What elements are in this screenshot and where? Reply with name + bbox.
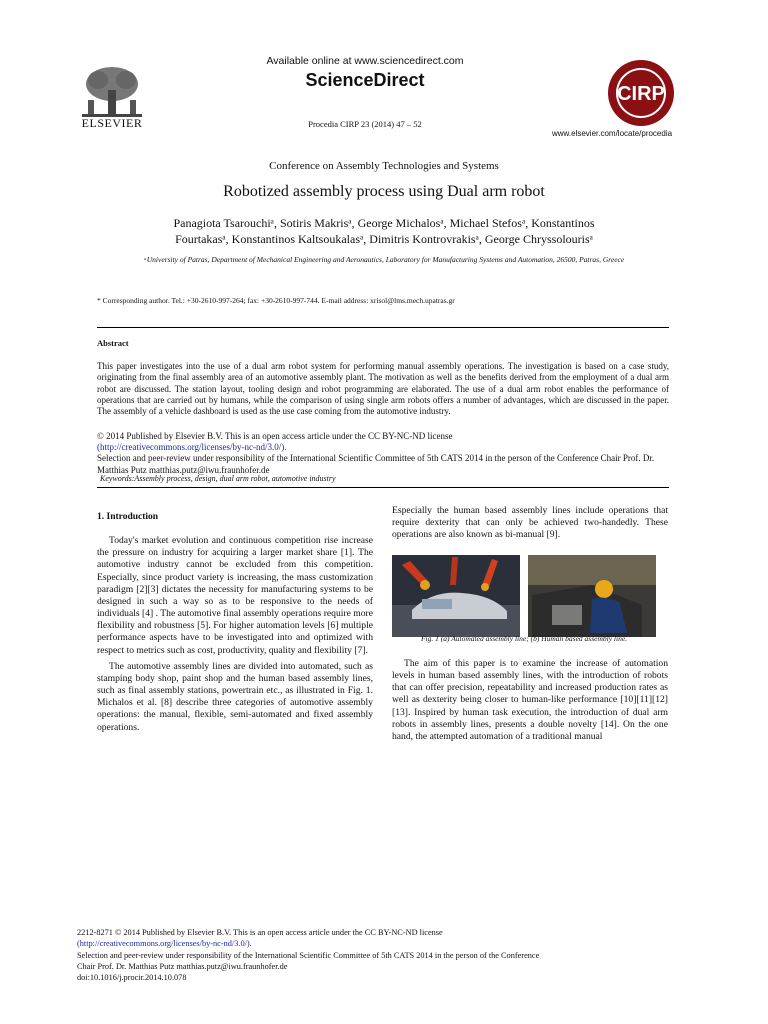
intro-paragraph-1: Today's market evolution and continuous competition rise increase the pressure on industry for acquiring a larger market share [1]. The automotive industry cannot be excluded from this competition. Especially, since product variety is increasing, the mass customization paradigm [2][3] dictates the necessity for manufacturing systems to be designed in such a way so as to be responsive to the needs of individuals [4] . The automotive final assembly operations require more flexibility and robustness [5]. For higher automation levels [6] multiple performance aspects have to be investigated into and optimized with respect to metrics such as cost, productivity, quality and flexibility [7]. — [97, 535, 373, 656]
footer-doi[interactable]: doi:10.1016/j.procir.2014.10.078 — [77, 973, 187, 983]
figure-1a-image — [392, 555, 520, 637]
abstract-text: This paper investigates into the use of a dual arm robot system for performing manual assembly operations. The investigation is based on a case study, originating from the final assembly area of an automotive assembly plant. The motivation as well as the benefits derived from the employment of a dual arm robot are discussed. The station layout, tooling design and robot programming are elaborated. The use of a dual arm robot enables the performance of operations that are carried out by humans, while the comparison of using single arm robots offers a number of advantages, which are discussed in the paper. The assembly of a vehicle dashboard is used as the use case coming from the automotive industry. — [97, 361, 669, 417]
abstract-license-block — [97, 431, 669, 476]
right-paragraph-1: Especially the human based assembly lines include operations that require dexterity that can only be achieved two-handedly. These operations are also known as bi-manual [9]. — [392, 505, 668, 541]
keywords: Keywords:Assembly process, design, dual arm robot, automotive industry — [100, 474, 336, 483]
left-column — [97, 511, 373, 734]
cirp-logo-text: CIRP — [617, 83, 665, 105]
right-paragraph-2: The aim of this paper is to examine the increase of automation levels in human based assembly lines, with the introduction of robots that can offer precision, repeatability and increased production rates as well as dexterity being closer to human-like performance [10][11][12][13]. Inspired by human task execution, the introduction of dual arm robots in assembly lines, presents a double novelty [14]. On the one hand, the attempted automation of a traditional manual — [392, 658, 668, 742]
figure-1b-image — [528, 555, 656, 637]
available-online-text: Available online at www.sciencedirect.com — [266, 55, 464, 67]
figure-1-images — [392, 555, 656, 637]
abstract-bottom-rule — [97, 487, 669, 488]
journal-reference: Procedia CIRP 23 (2014) 47 – 52 — [308, 119, 422, 129]
journal-url[interactable]: www.elsevier.com/locate/procedia — [552, 129, 673, 138]
peer-review-note: Selection and peer-review under responsibility of the International Scientific Committee of 5th CATS 2014 in the person of the Conference Chair Prof. Dr. Matthias Putz matthias.putz@iwu.fraunhofer.de — [97, 453, 655, 475]
sciencedirect-brand: ScienceDirect — [305, 70, 425, 90]
figure-1-caption: Fig. 1 (a) Automated assembly line; (b) Human based assembly line. — [420, 634, 628, 643]
footer-issn-line: 2212-8271 © 2014 Published by Elsevier B.V. This is an open access article under the CC BY-NC-ND license — [77, 928, 443, 937]
author-list — [120, 215, 648, 247]
license-link[interactable]: (http://creativecommons.org/licenses/by-nc-nd/3.0/). — [97, 442, 287, 453]
affiliation: ᵃUniversity of Patras, Department of Mechanical Engineering and Aeronautics, Laboratory for Manufacturing Systems and Automation, 26500, Patras, Greece — [143, 255, 625, 264]
paper-title: Robotized assembly process using Dual arm robot — [223, 183, 545, 200]
introduction-heading: 1. Introduction — [97, 512, 159, 522]
authors-line-2: Fourtakasᵃ, Konstantinos Kaltsoukalasᵃ, Dimitris Kontrovrakisᵃ, George Chryssolourisᵃ — [175, 232, 593, 246]
cirp-logo — [605, 58, 677, 128]
conference-name: Conference on Assembly Technologies and Systems — [269, 160, 499, 172]
abstract-heading: Abstract — [97, 338, 129, 348]
abstract-top-rule — [97, 327, 669, 328]
publisher-name: ELSEVIER — [81, 116, 143, 130]
footer-license-link[interactable]: (http://creativecommons.org/licenses/by-nc-nd/3.0/). — [77, 939, 252, 949]
page-footer — [77, 927, 697, 983]
corresponding-author: * Corresponding author. Tel.: +30-2610-997-264; fax: +30-2610-997-744. E-mail address: xrisol@lms.mech.upatras.gr — [97, 296, 455, 305]
authors-line-1: Panagiota Tsarouchiᵃ, Sotiris Makrisᵃ, George Michalosᵃ, Michael Stefosᵃ, Konstantinos — [173, 216, 595, 230]
right-column-top — [392, 505, 668, 541]
right-column-bottom — [392, 658, 668, 743]
footer-peer-review-2: Chair Prof. Dr. Matthias Putz matthias.putz@iwu.fraunhofer.de — [77, 961, 288, 971]
copyright-line: © 2014 Published by Elsevier B.V. This is an open access article under the CC BY-NC-ND license — [97, 431, 453, 441]
intro-paragraph-2: The automotive assembly lines are divided into automated, such as stamping body shop, paint shop and the human based assembly lines, such as final assembly stations, powertrain etc., as illustrated in Fig. 1. Michalos et al. [8] describe three categories of automotive assembly operations: the manual, flexible, semi-automated and fixed assembly operations. — [97, 660, 373, 733]
footer-peer-review-1: Selection and peer-review under responsibility of the International Scientific Committee of 5th CATS 2014 in the person of the Conference — [77, 950, 540, 960]
